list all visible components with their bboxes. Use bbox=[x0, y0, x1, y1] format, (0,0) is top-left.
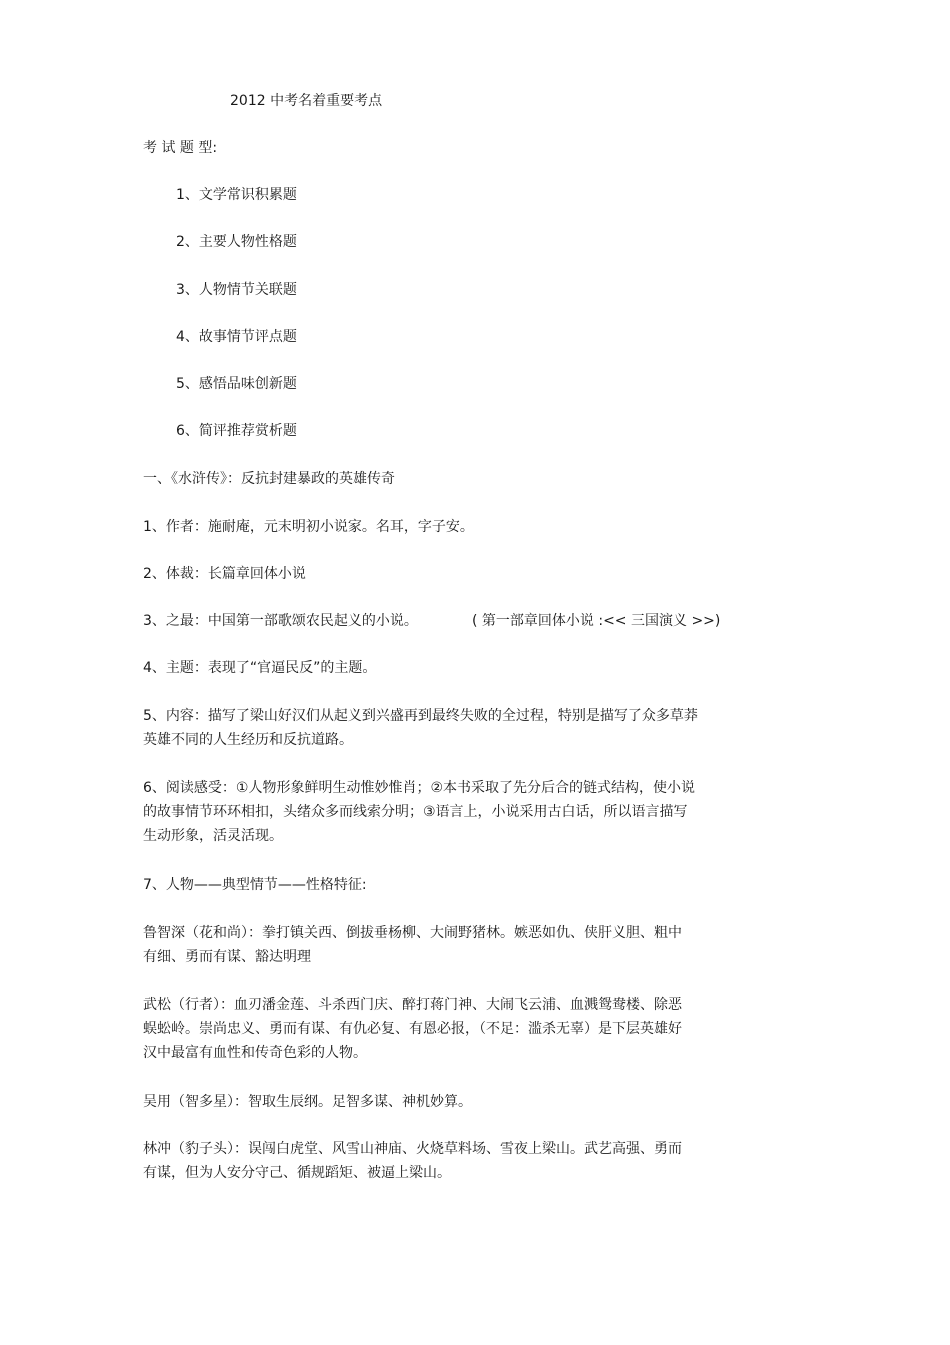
exam-type-item: 6、简评推荐赏析题 bbox=[176, 423, 297, 439]
section-heading: 一、《水浒传》：反抗封建暴政的英雄传奇 bbox=[143, 471, 395, 487]
item-theme: 4、主题：表现了“官逼民反”的主题。 bbox=[143, 660, 377, 676]
characters-heading: 7、人物——典型情节——性格特征: bbox=[143, 877, 367, 893]
character-lu-zhishen bbox=[143, 921, 743, 969]
text-line: 6、阅读感受：①人物形象鲜明生动惟妙惟肖；②本书采取了先分后合的链式结构，使小说 bbox=[143, 780, 696, 796]
item-first-main: 3、之最：中国第一部歌颂农民起义的小说。 bbox=[143, 613, 418, 629]
text-line: 蜈蚣岭。崇尚忠义、勇而有谋、有仇必复、有恩必报，（不足：滥杀无辜）是下层英雄好 bbox=[143, 1021, 682, 1037]
item-content bbox=[143, 704, 743, 752]
document-title: 2012 中考名着重要考点 bbox=[230, 93, 383, 109]
item-genre: 2、体裁：长篇章回体小说 bbox=[143, 566, 306, 582]
exam-type-item: 3、人物情节关联题 bbox=[176, 282, 297, 298]
text-line: 林冲（豹子头）：误闯白虎堂、风雪山神庙、火烧草料场、雪夜上梁山。武艺高强、勇而 bbox=[143, 1141, 682, 1157]
text-line: 英雄不同的人生经历和反抗道路。 bbox=[143, 732, 353, 748]
text-line: 武松（行者）：血刃潘金莲、斗杀西门庆、醉打蒋门神、大闹飞云浦、血溅鸳鸯楼、除恶 bbox=[143, 997, 682, 1013]
item-author: 1、作者：施耐庵，元末明初小说家。名耳，字子安。 bbox=[143, 519, 474, 535]
exam-types-heading: 考 试 题 型: bbox=[143, 140, 218, 156]
text-line: 生动形象，活灵活现。 bbox=[143, 828, 283, 844]
item-first-note: ( 第一部章回体小说 :<< 三国演义 >>) bbox=[472, 613, 721, 629]
text-line: 5、内容：描写了梁山好汉们从起义到兴盛再到最终失败的全过程，特别是描写了众多草莽 bbox=[143, 708, 698, 724]
text-line: 的故事情节环环相扣，头绪众多而线索分明；③语言上，小说采用古白话，所以语言描写 bbox=[143, 804, 688, 820]
text-line: 有细、勇而有谋、豁达明理 bbox=[143, 949, 311, 965]
character-wu-song bbox=[143, 993, 743, 1065]
item-reading bbox=[143, 776, 743, 848]
text-line: 鲁智深（花和尚）：拳打镇关西、倒拔垂杨柳、大闹野猪林。嫉恶如仇、侠肝义胆、粗中 bbox=[143, 925, 682, 941]
exam-type-item: 2、主要人物性格题 bbox=[176, 234, 297, 250]
text-line: 汉中最富有血性和传奇色彩的人物。 bbox=[143, 1045, 367, 1061]
exam-type-item: 5、感悟品味创新题 bbox=[176, 376, 297, 392]
character-lin-chong bbox=[143, 1137, 743, 1185]
exam-type-item: 4、故事情节评点题 bbox=[176, 329, 297, 345]
exam-type-item: 1、文学常识积累题 bbox=[176, 187, 297, 203]
character-wu-yong: 吴用（智多星）：智取生辰纲。足智多谋、神机妙算。 bbox=[143, 1094, 472, 1110]
text-line: 有谋，但为人安分守己、循规蹈矩、被逼上梁山。 bbox=[143, 1165, 451, 1181]
